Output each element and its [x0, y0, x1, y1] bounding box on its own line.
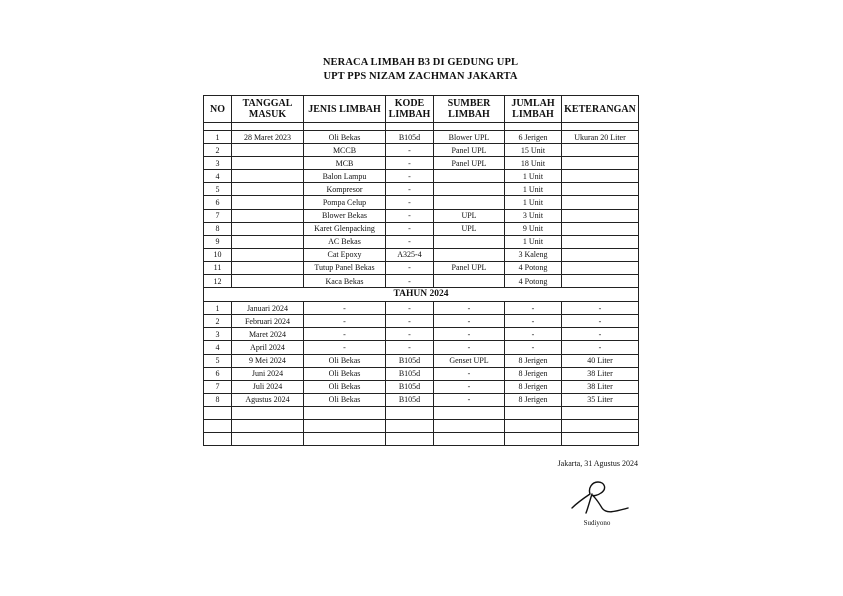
cell-keterangan: -: [562, 315, 639, 328]
cell-sumber-limbah: [434, 196, 505, 209]
cell-kode-limbah: -: [386, 157, 434, 170]
table-row: [204, 302, 639, 315]
cell-sumber-limbah: [434, 170, 505, 183]
cell-tanggal-masuk: Agustus 2024: [232, 393, 304, 406]
cell-tanggal-masuk: [232, 419, 304, 432]
table-row: [204, 367, 639, 380]
cell-keterangan: [562, 433, 639, 446]
cell-no: 10: [204, 248, 232, 261]
cell-keterangan: [562, 196, 639, 209]
cell-sumber-limbah: [434, 433, 505, 446]
cell-jumlah-limbah: 3 Unit: [505, 209, 562, 222]
cell-sumber-limbah: Panel UPL: [434, 144, 505, 157]
document-title: NERACA LIMBAH B3 DI GEDUNG UPL: [322, 57, 519, 68]
table-row: [204, 328, 639, 341]
table-row: [204, 235, 639, 248]
cell-tanggal-masuk: Februari 2024: [232, 315, 304, 328]
cell-jenis-limbah: -: [304, 315, 386, 328]
cell-kode-limbah: -: [386, 170, 434, 183]
cell-no: 4: [204, 170, 232, 183]
cell-no: 3: [204, 328, 232, 341]
cell-sumber-limbah: -: [434, 367, 505, 380]
cell-jumlah-limbah: 4 Potong: [505, 275, 562, 288]
cell-tanggal-masuk: [232, 196, 304, 209]
cell-no: 11: [204, 261, 232, 274]
section-row: [204, 288, 639, 302]
cell-tanggal-masuk: [232, 222, 304, 235]
cell-kode-limbah: -: [386, 275, 434, 288]
cell-jumlah-limbah: 18 Unit: [505, 157, 562, 170]
cell-jumlah-limbah: 15 Unit: [505, 144, 562, 157]
cell-kode-limbah: A325-4: [386, 248, 434, 261]
cell-kode-limbah: B105d: [386, 354, 434, 367]
cell-sumber-limbah: Genset UPL: [434, 354, 505, 367]
cell-kode-limbah: -: [386, 196, 434, 209]
cell-jenis-limbah: Kaca Bekas: [304, 275, 386, 288]
cell-jumlah-limbah: 8 Jerigen: [505, 393, 562, 406]
cell-jumlah-limbah: 6 Jerigen: [505, 131, 562, 144]
section-heading: TAHUN 2024: [204, 288, 639, 302]
cell-no: 6: [204, 367, 232, 380]
cell-tanggal-masuk: 28 Maret 2023: [232, 131, 304, 144]
cell-jenis-limbah: Cat Epoxy: [304, 248, 386, 261]
table-row: [204, 406, 639, 419]
cell-no: 2: [204, 144, 232, 157]
cell-jumlah-limbah: 8 Jerigen: [505, 354, 562, 367]
cell-keterangan: -: [562, 302, 639, 315]
cell-kode-limbah: -: [386, 302, 434, 315]
cell-jumlah-limbah: 4 Potong: [505, 261, 562, 274]
cell-kode-limbah: -: [386, 341, 434, 354]
cell-jenis-limbah: Pompa Celup: [304, 196, 386, 209]
cell-no: 7: [204, 209, 232, 222]
cell-jumlah-limbah: 1 Unit: [505, 235, 562, 248]
cell-keterangan: [562, 144, 639, 157]
cell-kode-limbah: -: [386, 261, 434, 274]
place-date: Jakarta, 31 Agustus 2024: [557, 459, 638, 468]
cell-tanggal-masuk: [232, 183, 304, 196]
cell-jenis-limbah: Oli Bekas: [304, 131, 386, 144]
cell-keterangan: [562, 157, 639, 170]
cell-no: [204, 419, 232, 432]
cell-no: 5: [204, 183, 232, 196]
cell-keterangan: 38 Liter: [562, 380, 639, 393]
cell-sumber-limbah: -: [434, 302, 505, 315]
spacer-row: [204, 123, 639, 131]
table-row: [204, 196, 639, 209]
header-kode-limbah: KODE LIMBAH: [386, 96, 434, 123]
cell-jenis-limbah: MCCB: [304, 144, 386, 157]
cell-jenis-limbah: AC Bekas: [304, 235, 386, 248]
cell-sumber-limbah: -: [434, 328, 505, 341]
cell-kode-limbah: B105d: [386, 131, 434, 144]
signer-name: Sudiyono: [583, 519, 611, 527]
cell-jenis-limbah: Oli Bekas: [304, 354, 386, 367]
cell-keterangan: Ukuran 20 Liter: [562, 131, 639, 144]
cell-sumber-limbah: UPL: [434, 222, 505, 235]
cell-tanggal-masuk: [232, 406, 304, 419]
cell-no: 8: [204, 393, 232, 406]
header-keterangan: KETERANGAN: [562, 96, 639, 123]
cell-tanggal-masuk: Januari 2024: [232, 302, 304, 315]
cell-no: 6: [204, 196, 232, 209]
cell-tanggal-masuk: April 2024: [232, 341, 304, 354]
cell-no: 5: [204, 354, 232, 367]
cell-kode-limbah: -: [386, 222, 434, 235]
cell-keterangan: [562, 248, 639, 261]
header-no: NO: [204, 96, 232, 123]
table-row: [204, 354, 639, 367]
cell-tanggal-masuk: [232, 144, 304, 157]
cell-jumlah-limbah: -: [505, 302, 562, 315]
cell-jenis-limbah: Balon Lampu: [304, 170, 386, 183]
cell-jenis-limbah: MCB: [304, 157, 386, 170]
cell-tanggal-masuk: [232, 157, 304, 170]
cell-tanggal-masuk: Maret 2024: [232, 328, 304, 341]
cell-sumber-limbah: -: [434, 380, 505, 393]
cell-jumlah-limbah: 8 Jerigen: [505, 367, 562, 380]
table-row: [204, 131, 639, 144]
cell-tanggal-masuk: [232, 433, 304, 446]
cell-jenis-limbah: Oli Bekas: [304, 367, 386, 380]
table-row: [204, 380, 639, 393]
cell-keterangan: -: [562, 328, 639, 341]
cell-no: 2: [204, 315, 232, 328]
table-row: [204, 183, 639, 196]
cell-jumlah-limbah: -: [505, 315, 562, 328]
cell-jumlah-limbah: 3 Kaleng: [505, 248, 562, 261]
cell-no: 7: [204, 380, 232, 393]
table-row: [204, 341, 639, 354]
cell-sumber-limbah: [434, 275, 505, 288]
cell-no: [204, 406, 232, 419]
cell-keterangan: [562, 209, 639, 222]
cell-sumber-limbah: -: [434, 341, 505, 354]
cell-sumber-limbah: [434, 183, 505, 196]
cell-jenis-limbah: Oli Bekas: [304, 393, 386, 406]
cell-keterangan: [562, 419, 639, 432]
cell-jumlah-limbah: 1 Unit: [505, 183, 562, 196]
cell-no: 1: [204, 302, 232, 315]
table-row: [204, 170, 639, 183]
cell-no: 12: [204, 275, 232, 288]
cell-no: 3: [204, 157, 232, 170]
cell-jumlah-limbah: -: [505, 341, 562, 354]
cell-jenis-limbah: Tutup Panel Bekas: [304, 261, 386, 274]
cell-jenis-limbah: -: [304, 302, 386, 315]
cell-sumber-limbah: -: [434, 315, 505, 328]
cell-kode-limbah: -: [386, 235, 434, 248]
table-row: [204, 419, 639, 432]
cell-jumlah-limbah: 1 Unit: [505, 170, 562, 183]
cell-jenis-limbah: Blower Bekas: [304, 209, 386, 222]
cell-no: 1: [204, 131, 232, 144]
table-header-row: [204, 96, 639, 123]
table-row: [204, 315, 639, 328]
cell-kode-limbah: -: [386, 315, 434, 328]
cell-jenis-limbah: Oli Bekas: [304, 380, 386, 393]
cell-tanggal-masuk: Juni 2024: [232, 367, 304, 380]
cell-sumber-limbah: [434, 248, 505, 261]
cell-jenis-limbah: Karet Glenpacking: [304, 222, 386, 235]
table-row: [204, 275, 639, 288]
header-sumber-limbah: SUMBER LIMBAH: [434, 96, 505, 123]
cell-keterangan: 38 Liter: [562, 367, 639, 380]
cell-keterangan: [562, 235, 639, 248]
signature-image: [568, 478, 632, 518]
table-row: [204, 248, 639, 261]
cell-jumlah-limbah: [505, 433, 562, 446]
cell-keterangan: 40 Liter: [562, 354, 639, 367]
cell-tanggal-masuk: [232, 261, 304, 274]
cell-kode-limbah: [386, 433, 434, 446]
cell-jenis-limbah: Kompresor: [304, 183, 386, 196]
cell-keterangan: [562, 261, 639, 274]
table-row: [204, 261, 639, 274]
cell-kode-limbah: B105d: [386, 393, 434, 406]
cell-keterangan: [562, 406, 639, 419]
cell-jumlah-limbah: 9 Unit: [505, 222, 562, 235]
cell-tanggal-masuk: [232, 248, 304, 261]
cell-sumber-limbah: [434, 406, 505, 419]
cell-kode-limbah: -: [386, 328, 434, 341]
table-row: [204, 393, 639, 406]
cell-jumlah-limbah: [505, 419, 562, 432]
cell-kode-limbah: [386, 406, 434, 419]
cell-jumlah-limbah: 8 Jerigen: [505, 380, 562, 393]
cell-kode-limbah: B105d: [386, 367, 434, 380]
cell-keterangan: 35 Liter: [562, 393, 639, 406]
cell-jumlah-limbah: 1 Unit: [505, 196, 562, 209]
cell-sumber-limbah: Panel UPL: [434, 157, 505, 170]
table-row: [204, 144, 639, 157]
cell-keterangan: [562, 183, 639, 196]
header-jenis-limbah: JENIS LIMBAH: [304, 96, 386, 123]
header-jumlah-limbah: JUMLAH LIMBAH: [505, 96, 562, 123]
cell-sumber-limbah: Blower UPL: [434, 131, 505, 144]
cell-no: 4: [204, 341, 232, 354]
cell-jenis-limbah: -: [304, 328, 386, 341]
cell-no: 9: [204, 235, 232, 248]
cell-jenis-limbah: [304, 419, 386, 432]
table-row: [204, 157, 639, 170]
cell-tanggal-masuk: [232, 170, 304, 183]
cell-jumlah-limbah: -: [505, 328, 562, 341]
cell-keterangan: [562, 222, 639, 235]
cell-keterangan: [562, 275, 639, 288]
cell-jenis-limbah: [304, 406, 386, 419]
cell-sumber-limbah: [434, 419, 505, 432]
cell-sumber-limbah: Panel UPL: [434, 261, 505, 274]
cell-sumber-limbah: [434, 235, 505, 248]
cell-tanggal-masuk: [232, 235, 304, 248]
cell-kode-limbah: -: [386, 183, 434, 196]
table-row: [204, 433, 639, 446]
document-subtitle: UPT PPS NIZAM ZACHMAN JAKARTA: [323, 71, 518, 82]
cell-kode-limbah: [386, 419, 434, 432]
cell-jumlah-limbah: [505, 406, 562, 419]
cell-sumber-limbah: UPL: [434, 209, 505, 222]
cell-kode-limbah: B105d: [386, 380, 434, 393]
cell-keterangan: -: [562, 341, 639, 354]
cell-no: 8: [204, 222, 232, 235]
cell-jenis-limbah: -: [304, 341, 386, 354]
table-row: [204, 209, 639, 222]
cell-keterangan: [562, 170, 639, 183]
waste-balance-table: [203, 95, 639, 446]
cell-kode-limbah: -: [386, 209, 434, 222]
table-row: [204, 222, 639, 235]
header-tanggal-masuk: TANGGAL MASUK: [232, 96, 304, 123]
cell-no: [204, 433, 232, 446]
cell-jenis-limbah: [304, 433, 386, 446]
cell-tanggal-masuk: Juli 2024: [232, 380, 304, 393]
cell-sumber-limbah: -: [434, 393, 505, 406]
cell-tanggal-masuk: [232, 209, 304, 222]
cell-tanggal-masuk: [232, 275, 304, 288]
cell-tanggal-masuk: 9 Mei 2024: [232, 354, 304, 367]
cell-kode-limbah: -: [386, 144, 434, 157]
